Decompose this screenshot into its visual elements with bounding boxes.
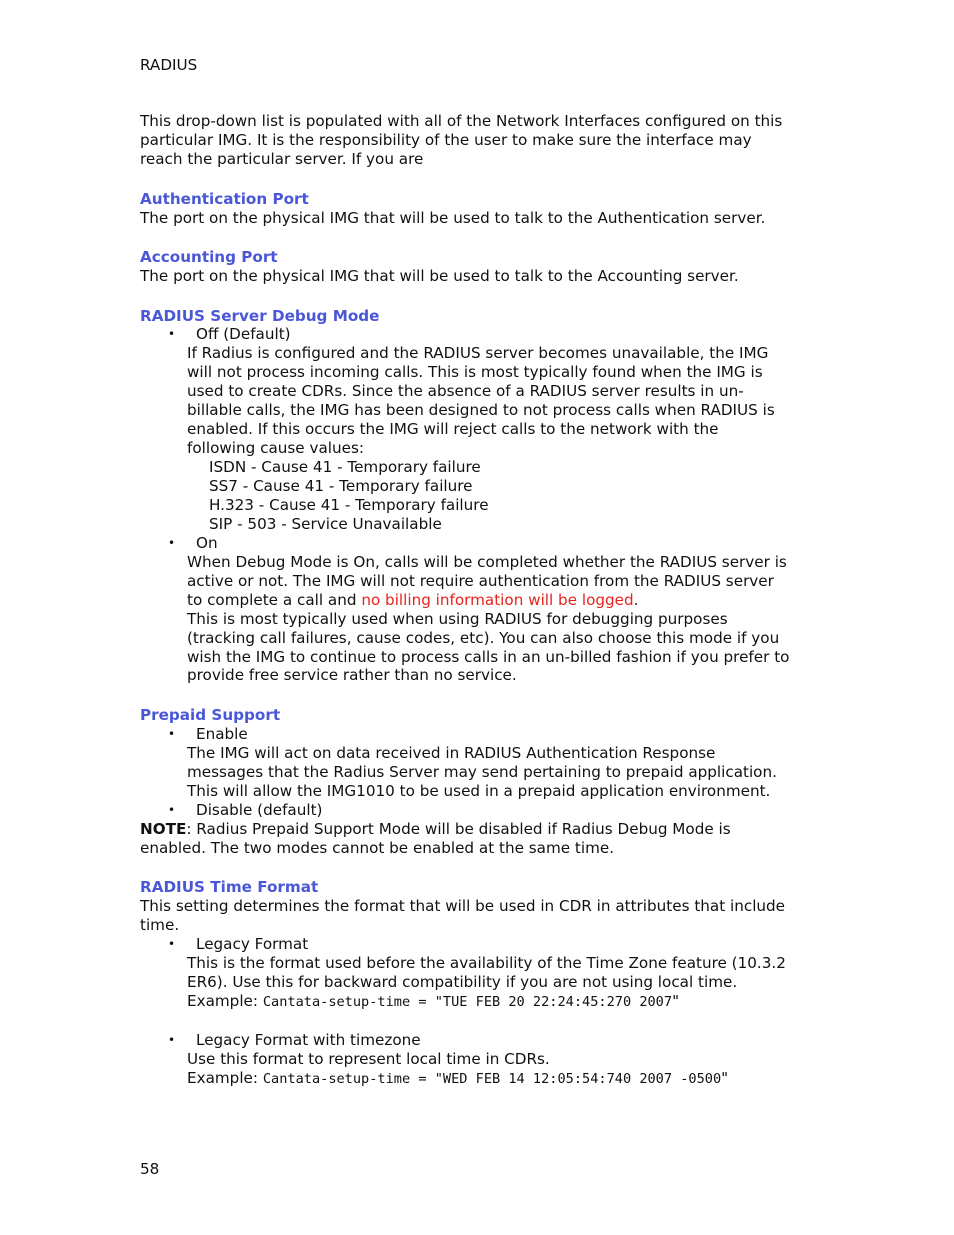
heading-authentication-port: Authentication Port	[140, 190, 309, 208]
on-text-3	[187, 591, 638, 610]
bullet-off-label: Off (Default)	[196, 325, 291, 343]
example-label: Example:	[187, 992, 263, 1010]
time-format-text-1: This setting determines the format that will be used in CDR in attributes that include	[140, 897, 786, 915]
off-text-6: following cause values:	[187, 439, 364, 457]
bullet-icon: •	[168, 536, 176, 550]
authentication-port-text: The port on the physical IMG that will be used to talk to the Authentication server.	[140, 209, 766, 227]
note-label: NOTE	[140, 820, 187, 838]
example-label: Example:	[187, 1069, 263, 1087]
on-text-2: active or not. The IMG will not require authentication from the RADIUS server	[187, 572, 774, 590]
legacy-text-2: ER6). Use this for backward compatibility if you are not using local time.	[187, 973, 738, 991]
bullet-icon: •	[168, 1033, 176, 1047]
on-text-1: When Debug Mode is On, calls will be completed whether the RADIUS server is	[187, 553, 787, 571]
bullet-icon: •	[168, 327, 176, 341]
timezone-example	[187, 1069, 728, 1089]
cause-sip: SIP - 503 - Service Unavailable	[209, 515, 442, 533]
on-text-6: wish the IMG to continue to process calls in an un-billed fashion if you prefer to	[187, 648, 790, 666]
legacy-example	[187, 992, 679, 1012]
intro-line-2: particular IMG. It is the responsibility of the user to make sure the interface may	[140, 131, 752, 149]
note-line-2: enabled. The two modes cannot be enabled at the same time.	[140, 839, 615, 857]
legacy-example-quote: "	[672, 992, 680, 1010]
bullet-disable-label: Disable (default)	[196, 801, 323, 819]
bullet-icon: •	[168, 803, 176, 817]
time-format-text-2: time.	[140, 916, 180, 934]
timezone-example-quote: "	[721, 1069, 729, 1087]
note-text-1: : Radius Prepaid Support Mode will be disabled if Radius Debug Mode is	[186, 820, 731, 838]
cause-isdn: ISDN - Cause 41 - Temporary failure	[209, 458, 481, 476]
off-text-3: used to create CDRs. Since the absence of a RADIUS server results in un-	[187, 382, 744, 400]
heading-time-format: RADIUS Time Format	[140, 878, 319, 896]
enable-text-2: messages that the Radius Server may send pertaining to prepaid application.	[187, 763, 777, 781]
intro-line-1: This drop-down list is populated with all of the Network Interfaces configured on this	[140, 112, 783, 130]
bullet-on-label: On	[196, 534, 218, 552]
timezone-text: Use this format to represent local time in CDRs.	[187, 1050, 550, 1068]
page-number: 58	[140, 1160, 160, 1178]
legacy-example-code: Cantata-setup-time = "TUE FEB 20 22:24:45:270 2007	[262, 994, 673, 1010]
on-text-4: This is most typically used when using RADIUS for debugging purposes	[187, 610, 728, 628]
intro-line-3: reach the particular server. If you are	[140, 150, 424, 168]
bullet-enable-label: Enable	[196, 725, 248, 743]
off-text-1: If Radius is configured and the RADIUS server becomes unavailable, the IMG	[187, 344, 769, 362]
note-line-1	[140, 820, 731, 839]
on-text-5: (tracking call failures, cause codes, etc). You can also choose this mode if you	[187, 629, 780, 647]
running-header: RADIUS	[140, 56, 198, 74]
on-text-3a: to complete a call and	[187, 591, 362, 609]
cause-h323: H.323 - Cause 41 - Temporary failure	[209, 496, 489, 514]
cause-ss7: SS7 - Cause 41 - Temporary failure	[209, 477, 473, 495]
bullet-icon: •	[168, 727, 176, 741]
bullet-legacy-label: Legacy Format	[196, 935, 309, 953]
on-text-3c: .	[633, 591, 639, 609]
on-text-7: provide free service rather than no service.	[187, 666, 517, 684]
accounting-port-text: The port on the physical IMG that will be used to talk to the Accounting server.	[140, 267, 739, 285]
enable-text-3: This will allow the IMG1010 to be used in a prepaid application environment.	[187, 782, 771, 800]
off-text-2: will not process incoming calls. This is most typically found when the IMG is	[187, 363, 763, 381]
heading-debug-mode: RADIUS Server Debug Mode	[140, 307, 380, 325]
off-text-4: billable calls, the IMG has been designed to not process calls when RADIUS is	[187, 401, 775, 419]
timezone-example-code: Cantata-setup-time = "WED FEB 14 12:05:54:740 2007 -0500	[262, 1071, 722, 1087]
off-text-5: enabled. If this occurs the IMG will reject calls to the network with the	[187, 420, 719, 438]
legacy-text-1: This is the format used before the availability of the Time Zone feature (10.3.2	[187, 954, 786, 972]
warning-highlight: no billing information will be logged	[361, 591, 634, 609]
bullet-icon: •	[168, 937, 176, 951]
bullet-timezone-label: Legacy Format with timezone	[196, 1031, 421, 1049]
heading-prepaid-support: Prepaid Support	[140, 706, 281, 724]
heading-accounting-port: Accounting Port	[140, 248, 278, 266]
enable-text-1: The IMG will act on data received in RADIUS Authentication Response	[187, 744, 716, 762]
